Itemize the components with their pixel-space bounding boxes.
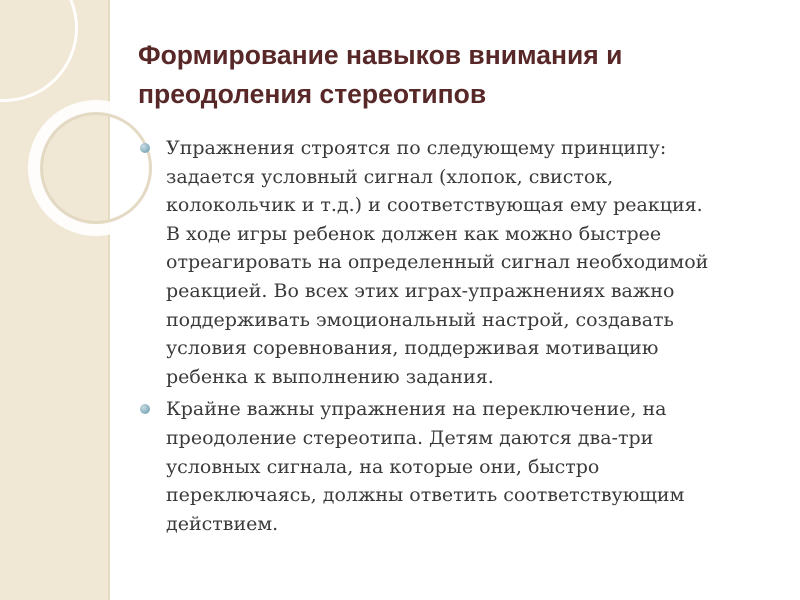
bullet-2-line-4: переключаясь, должны ответить соответствующим: [166, 484, 685, 507]
bullet-item-2: [138, 395, 778, 538]
bullet-2-line-3: условных сигнала, на которые они, быстро: [166, 455, 600, 478]
slide-title-line-1: Формирование навыков внимания и: [138, 40, 623, 70]
bullet-dot-icon: [140, 404, 150, 414]
bullet-1-line-5: отреагировать на определенный сигнал необходимой: [166, 251, 709, 274]
bullet-dot-icon: [140, 143, 150, 153]
bullet-2-line-5: действием.: [166, 512, 279, 535]
bullet-1-line-1: Упражнения строятся по следующему принципу:: [166, 137, 667, 159]
bullet-2-line-1: Крайне важны упражнения на переключение, на: [166, 398, 667, 421]
bullet-1-line-9: ребенка к выполнению задания.: [166, 365, 494, 388]
bullet-1-line-6: реакцией. Во всех этих играх-упражнениях важно: [166, 279, 675, 302]
slide-title-line-2: преодоления стереотипов: [138, 79, 487, 109]
bullet-1-line-2: задается условный сигнал (хлопок, свисток,: [166, 165, 614, 188]
bullet-1-line-8: условия соревнования, поддерживая мотивацию: [166, 337, 659, 360]
bullet-2-line-2: преодоление стереотипа. Детям даются два-три: [166, 426, 654, 449]
bullet-1-line-4: В ходе игры ребенок должен как можно быстрее: [166, 222, 662, 245]
bullet-item-1: [138, 134, 778, 391]
decorative-ring-inner: [40, 112, 152, 224]
bullet-list: [138, 134, 778, 542]
side-band-edge: [108, 0, 110, 600]
slide-title: [138, 36, 778, 114]
bullet-1-line-7: поддерживать эмоциональный настрой, создавать: [166, 308, 674, 331]
bullet-1-line-3: колокольчик и т.д.) и соответствующая ему реакция.: [166, 194, 703, 217]
